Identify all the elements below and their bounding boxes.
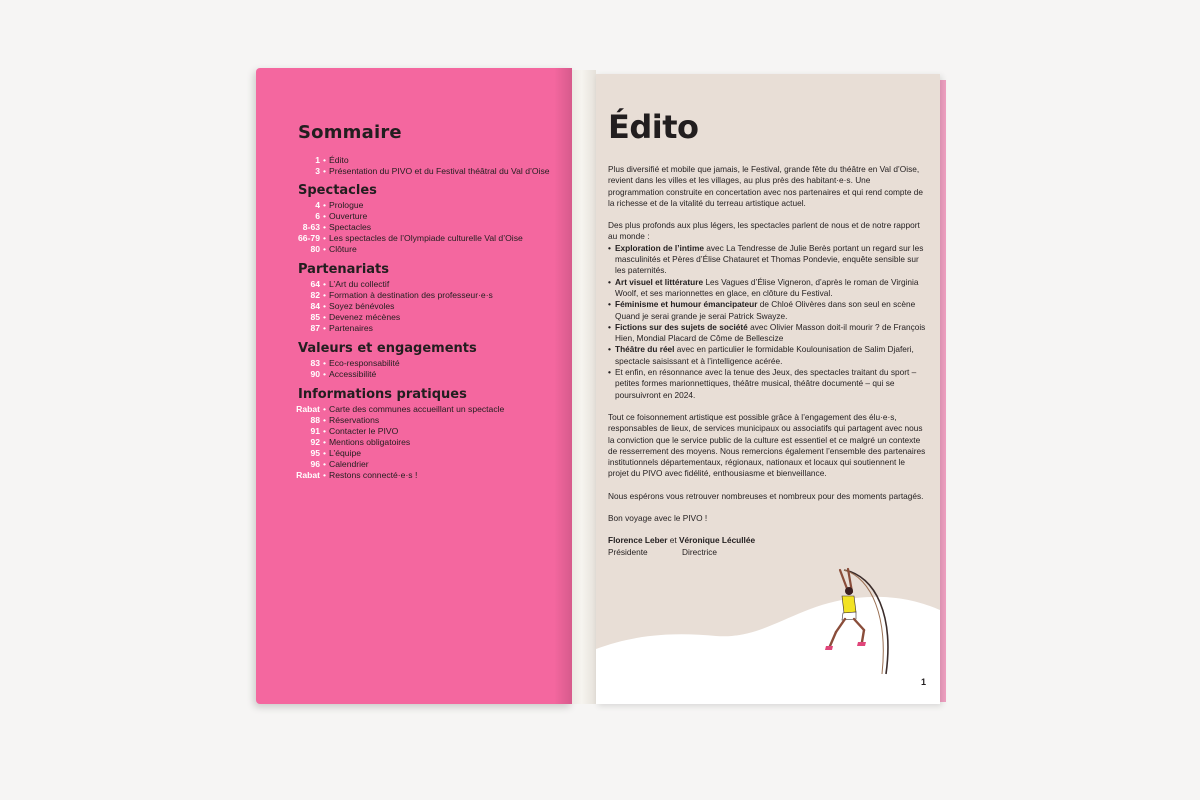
toc-bullet: • [323, 470, 327, 480]
toc-page-number: 6 [315, 211, 320, 221]
toc-label: Calendrier [329, 459, 369, 469]
edito-bullet-item [608, 243, 928, 277]
toc-section [298, 262, 568, 334]
bullet-dot: • [608, 367, 611, 378]
bullet-text: Fictions sur des sujets de société avec Olivier Masson doit-il mourir ? de François Hien, Mondial Placard de Côme de Bellescize [615, 321, 926, 344]
toc-page-number: 87 [310, 323, 320, 333]
edito-paragraph-2: Des plus profonds aux plus légers, les spectacles parlent de nous et de notre rapport au monde : [608, 220, 920, 242]
toc-entry [298, 426, 568, 437]
signature-conjunction: et [667, 535, 680, 546]
toc-page-number: 95 [310, 448, 320, 458]
toc-page-number: 85 [310, 312, 320, 322]
bullet-bold-lead: Art visuel et littérature [615, 276, 704, 287]
toc-entry [298, 200, 568, 211]
toc-page-number: 84 [310, 301, 320, 311]
edito-content [608, 108, 928, 558]
toc-section [298, 387, 568, 481]
bullet-bold-lead: Fictions sur des sujets de société [615, 321, 748, 332]
toc-entry [298, 448, 568, 459]
toc-page-number: 3 [315, 166, 320, 176]
toc-label: Eco-responsabilité [329, 358, 400, 368]
edito-bullet-item [608, 367, 928, 401]
toc-sections [298, 183, 568, 481]
bullet-dot: • [608, 321, 611, 332]
edito-paragraph-1: Plus diversifié et mobile que jamais, le Festival, grande fête du théâtre en Val d’Oise, revient dans les villes et les villages, au plus près des habitant·e·s. Une programmation construite en concertation avec nos partenaires et qui rend compte de la richesse et de la vitalité du terreau artistique actuel. [608, 164, 923, 208]
toc-label: Carte des communes accueillant un spectacle [329, 404, 505, 414]
edito-paragraph-3: Tout ce foisonnement artistique est possible grâce à l’engagement des élu·e·s, responsables de lieux, de services municipaux ou associatifs qui partagent avec nous la conviction que le service public de la culture est essentiel et ce malgré un contexte de resserrement des moyens. Nous remercions également l’ensemble des partenaires institutionnels départementaux, régionaux, nationaux et locaux qui soutiennent le projet du PIVO avec fidélité, enthousiasme et bienveillance. [608, 411, 926, 479]
toc-label: Mentions obligatoires [329, 437, 411, 447]
edito-bullet-list [608, 243, 928, 401]
bullet-dot: • [608, 242, 611, 253]
toc-page-number: 83 [310, 358, 320, 368]
toc-label: Partenaires [329, 323, 373, 333]
edito-bullet-item [608, 322, 928, 345]
toc-section-title: Valeurs et engagements [298, 341, 477, 356]
toc-label: Réservations [329, 415, 380, 425]
toc-bullet: • [323, 290, 327, 300]
toc-label: Spectacles [329, 222, 372, 232]
toc-bullet: • [323, 155, 327, 165]
edito-paragraph-5: Bon voyage avec le PIVO ! [608, 513, 708, 524]
toc-intro-list [298, 155, 568, 177]
toc-label: L’équipe [329, 448, 362, 458]
sommaire-title: Sommaire [298, 122, 402, 143]
toc-entry [298, 233, 568, 244]
toc-page-number: 4 [315, 200, 320, 210]
toc-bullet: • [323, 211, 327, 221]
signatory-2-name: Véronique Lécullée [679, 535, 756, 546]
signatory-2-role: Directrice [682, 546, 718, 557]
toc-page-number: Rabat [296, 470, 320, 480]
toc-page-number: 88 [310, 415, 320, 425]
bullet-dot: • [608, 276, 611, 287]
toc-label: Formation à destination des professeur·e·s [329, 290, 493, 300]
toc-entry [298, 166, 568, 177]
toc-bullet: • [323, 459, 327, 469]
edito-bullet-item [608, 344, 928, 367]
toc-bullet: • [323, 358, 327, 368]
toc-bullet: • [323, 323, 327, 333]
toc-page-number: Rabat [296, 404, 320, 414]
toc-entry [298, 279, 568, 290]
toc-bullet: • [323, 200, 327, 210]
toc-label: Restons connecté·e·s ! [329, 470, 418, 480]
bullet-bold-lead: Théâtre du réel [615, 344, 675, 355]
toc-entry [298, 211, 568, 222]
toc-bullet: • [323, 426, 327, 436]
toc-label: Ouverture [329, 211, 368, 221]
toc-bullet: • [323, 312, 327, 322]
book-gutter [572, 70, 596, 704]
toc-label: Contacter le PIVO [329, 426, 399, 436]
toc-bullet: • [323, 233, 327, 243]
toc-section-title: Partenariats [298, 262, 390, 277]
toc-bullet: • [323, 448, 327, 458]
toc-label: L’Art du collectif [329, 279, 390, 289]
page-number: 1 [921, 677, 927, 687]
back-cover-edge [940, 80, 946, 702]
signatory-1-role: Présidente [608, 546, 648, 557]
toc-bullet: • [323, 244, 327, 254]
edito-bullet-item [608, 277, 928, 300]
toc-entry [298, 459, 568, 470]
toc-page-number: 82 [310, 290, 320, 300]
bullet-bold-lead: Exploration de l’intime [615, 242, 704, 253]
bullet-bold-lead: Féminisme et humour émancipateur [615, 299, 758, 310]
signatory-1-name: Florence Leber [608, 535, 668, 546]
bullet-text: Théâtre du réel avec en particulier le formidable Koulounisation de Salim Djaferi, spectacle saisissant et à l’intelligence acérée. [615, 344, 914, 366]
bullet-text: Art visuel et littérature Les Vagues d’Élise Vigneron, d’après le roman de Virginia Woolf, et ses marionnettes en glace, en clôture du Festival. [615, 276, 919, 298]
toc-entry [298, 312, 568, 323]
toc-bullet: • [323, 437, 327, 447]
toc-bullet: • [323, 404, 327, 414]
toc-section-title: Informations pratiques [298, 387, 467, 402]
bullet-text: Et enfin, en résonnance avec la tenue des Jeux, des spectacles traitant du sport – petites formes marionnettiques, théâtre musical, théâtre documenté – qui se poursuivront en 2024. [615, 367, 917, 400]
toc-bullet: • [323, 166, 327, 176]
toc-entry [298, 415, 568, 426]
table-of-contents [298, 122, 568, 488]
edito-bullet-item [608, 299, 928, 322]
toc-entry [298, 404, 568, 415]
toc-page-number: 96 [310, 459, 320, 469]
toc-label: Les spectacles de l’Olympiade culturelle Val d’Oise [329, 233, 523, 243]
toc-section [298, 183, 568, 255]
toc-entry [298, 244, 568, 255]
toc-page-number: 64 [310, 279, 320, 289]
toc-entry [298, 155, 568, 166]
signature-block [608, 535, 928, 558]
toc-section-title: Spectacles [298, 183, 377, 198]
bullet-dot: • [608, 344, 611, 355]
toc-page-number: 8-63 [302, 222, 320, 232]
toc-entry [298, 301, 568, 312]
toc-label: Présentation du PIVO et du Festival théâtral du Val d’Oise [329, 166, 550, 176]
toc-page-number: 66-79 [298, 233, 320, 243]
bullet-text: Féminisme et humour émancipateur de Chloé Olivères dans son seul en scène Quand je serai grande je serai Patrick Swayze. [615, 299, 916, 321]
toc-label: Soyez bénévoles [329, 301, 395, 311]
toc-bullet: • [323, 279, 327, 289]
toc-section [298, 341, 568, 380]
toc-page-number: 92 [310, 437, 320, 447]
toc-bullet: • [323, 301, 327, 311]
toc-page-number: 1 [315, 155, 320, 165]
bullet-dot: • [608, 299, 611, 310]
edito-paragraph-4: Nous espérons vous retrouver nombreuses et nombreux pour des moments partagés. [608, 490, 924, 501]
toc-label: Prologue [329, 200, 364, 210]
toc-entry [298, 470, 568, 481]
toc-entry [298, 358, 568, 369]
toc-label: Accessibilité [329, 369, 377, 379]
edito-title: Édito [608, 108, 699, 146]
toc-label: Édito [329, 155, 349, 165]
toc-label: Clôture [329, 244, 357, 254]
toc-page-number: 90 [310, 369, 320, 379]
toc-bullet: • [323, 415, 327, 425]
toc-label: Devenez mécènes [329, 312, 401, 322]
bullet-text: Exploration de l’intime avec La Tendresse de Julie Berès portant un regard sur les masculinités et Pères d’Élise Chatauret et Thomas Pondevie, enquête sensible sur les paternités. [615, 242, 924, 276]
toc-bullet: • [323, 369, 327, 379]
toc-entry [298, 437, 568, 448]
pole-vaulter-illustration [814, 566, 894, 676]
toc-page-number: 91 [310, 426, 320, 436]
toc-entry [298, 222, 568, 233]
toc-entry [298, 290, 568, 301]
toc-bullet: • [323, 222, 327, 232]
toc-entry [298, 369, 568, 380]
toc-page-number: 80 [310, 244, 320, 254]
toc-entry [298, 323, 568, 334]
